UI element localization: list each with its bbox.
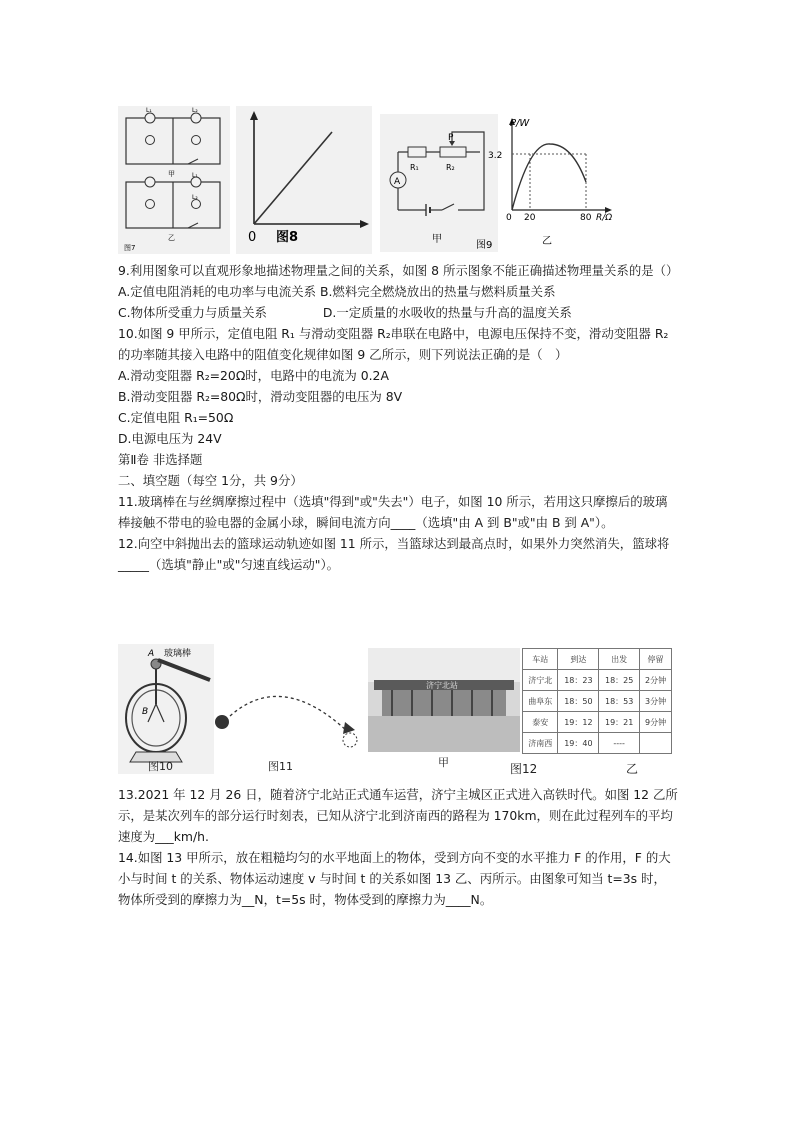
fig7-label-yi: 乙 [168,234,175,242]
fig7-lamp-l2b: L₂ [192,194,198,201]
figure-8-graph [236,106,372,254]
fig7-caption: 图7 [124,244,136,252]
fig12-label-yi: 乙 [626,762,639,776]
fig9-label-yi: 乙 [542,236,552,247]
fig9-x-tick-0: 0 [506,213,512,223]
section-title: 第Ⅱ卷 非选择题 [118,452,203,467]
fig8-caption: 图8 [276,230,299,245]
timetable-cell: 9分钟 [640,712,672,733]
fig9-caption: 图9 [476,240,493,251]
fig9-slider-label: P [448,133,454,143]
timetable-cell: 18：53 [599,691,640,712]
timetable-cell: 19：12 [558,712,599,733]
fig8-origin: 0 [248,230,257,245]
timetable-cell: 3分钟 [640,691,672,712]
q10-option-b: B.滑动变阻器 R₂=80Ω时，滑动变阻器的电压为 8V [118,389,403,404]
figure-10-diagram [118,644,214,774]
fig10-caption: 图10 [148,760,173,773]
fig9-label-jia: 甲 [432,234,442,245]
table-row [523,670,672,691]
timetable-cell [640,733,672,754]
timetable-cell: 18：23 [558,670,599,691]
fig7-lamp-l1: L₁ [146,107,152,114]
fig9-x-tick-20: 20 [524,213,536,223]
q12-text: 12.向空中斜抛出去的篮球运动轨迹如图 11 所示，当篮球达到最高点时，如果外力突然消失，篮球将_____（选填"静止"或"匀速直线运动"）。 [118,536,670,572]
figure-7 [118,106,230,254]
fig12-caption: 图12 [510,762,538,776]
timetable-cell: 18：50 [558,691,599,712]
timetable-cell: ---- [599,733,640,754]
figure-9-graph-svg [488,112,620,250]
figure-12-photo [368,648,520,769]
fig9-y-axis-label: P/W [510,118,530,129]
q9-option-cd [118,302,678,323]
figure-11 [212,660,372,772]
fig11-caption: 图11 [268,760,293,773]
fig9-x-axis-label: R/Ω [596,213,613,223]
timetable-cell: 泰安 [523,712,558,733]
figure-9-circuit-diagram [380,114,498,252]
figure-7-diagram [118,106,230,254]
figure-9-graph [488,112,620,250]
timetable-header: 到达 [558,649,599,670]
timetable [522,648,672,754]
fig7-lamp-l2: L₂ [192,107,198,114]
fig9-r2-label: R₂ [446,163,455,172]
timetable-header: 车站 [523,649,558,670]
q10-option-d: D.电源电压为 24V [118,431,222,446]
timetable-cell: 济南西 [523,733,558,754]
fig9-x-tick-80: 80 [580,213,592,223]
fig12-label-jia: 甲 [438,756,449,769]
fig10-rod-label: 玻璃棒 [164,649,192,659]
q11-text: 11.玻璃棒在与丝绸摩擦过程中（选填"得到"或"失去"）电子，如图 10 所示，若用这只摩擦后的玻璃棒接触不带电的验电器的金属小球，瞬间电流方向____（选填"由 A 到 B"或"由 B 到 A"）。 [118,494,668,530]
timetable-cell: 18：25 [599,670,640,691]
timetable-header: 停留 [640,649,672,670]
fig9-ammeter-label: A [394,177,401,187]
timetable-cell: 曲阜东 [523,691,558,712]
timetable-cell: 济宁北 [523,670,558,691]
fig12-station-sign: 济宁北站 [426,681,458,690]
figure-11-diagram [212,660,372,772]
timetable-cell: 2分钟 [640,670,672,691]
timetable-header: 出发 [599,649,640,670]
figure-8 [236,106,372,254]
timetable-cell: 19：40 [558,733,599,754]
figure-12-photo-image [368,648,520,752]
q10-stem: 10.如图 9 甲所示，定值电阻 R₁ 与滑动变阻器 R₂串联在电路中，电源电压保持不变，滑动变阻器 R₂ 的功率随其接入电路中的阻值变化规律如图 9 乙所示，则下列说法正确的是（ ） [118,326,669,362]
q10-option-c: C.定值电阻 R₁=50Ω [118,410,234,425]
timetable-header-row [523,649,672,670]
section-subtitle: 二、填空题（每空 1分，共 9分） [118,473,303,488]
fig9-y-value: 3.2 [488,151,503,161]
table-row [523,691,672,712]
table-row [523,733,672,754]
questions-13-14 [118,784,678,910]
q9-option-d: D.一定质量的水吸收的热量与升高的温度关系 [322,305,572,320]
q14-text: 14.如图 13 甲所示，放在粗糙均匀的水平地面上的物体，受到方向不变的水平推力 F 的作用，F 的大小与时间 t 的关系、物体运动速度 v 与时间 t 的关系如图 13 乙、丙所示。由图象可知当 t=3s 时，物体所受到的摩擦力为__N，t=5s 时，物体受到的摩擦力为____N。 [118,850,671,907]
q9-option-ab: A.定值电阻消耗的电功率与电流关系 B.燃料完全燃烧放出的热量与燃料质量关系 [118,284,556,299]
q13-text: 13.2021 年 12 月 26 日，随着济宁北站正式通车运营，济宁主城区正式进入高铁时代。如图 12 乙所示，是某次列车的部分运行时刻表，已知从济宁北到济南西的路程为 170km，则在此过程列车的平均速度为___km/h. [118,787,678,844]
figure-9-circuit [380,114,498,252]
q10-option-a: A.滑动变阻器 R₂=20Ω时，电路中的电流为 0.2A [118,368,389,383]
fig7-lamp-l1b: L₁ [192,172,198,179]
figure-10 [118,644,214,774]
q9-option-c: C.物体所受重力与质量关系 [118,305,267,320]
q9-stem: 9.利用图象可以直观形象地描述物理量之间的关系，如图 8 所示图象不能正确描述物理量关系的是（） [118,263,679,278]
fig7-label-jia: 甲 [168,170,175,178]
table-row [523,712,672,733]
fig10-a-label: A [148,649,155,659]
fig9-r1-label: R₁ [410,163,419,172]
fig10-b-label: B [142,707,149,717]
timetable-cell: 19：21 [599,712,640,733]
questions-9-12 [118,260,678,575]
